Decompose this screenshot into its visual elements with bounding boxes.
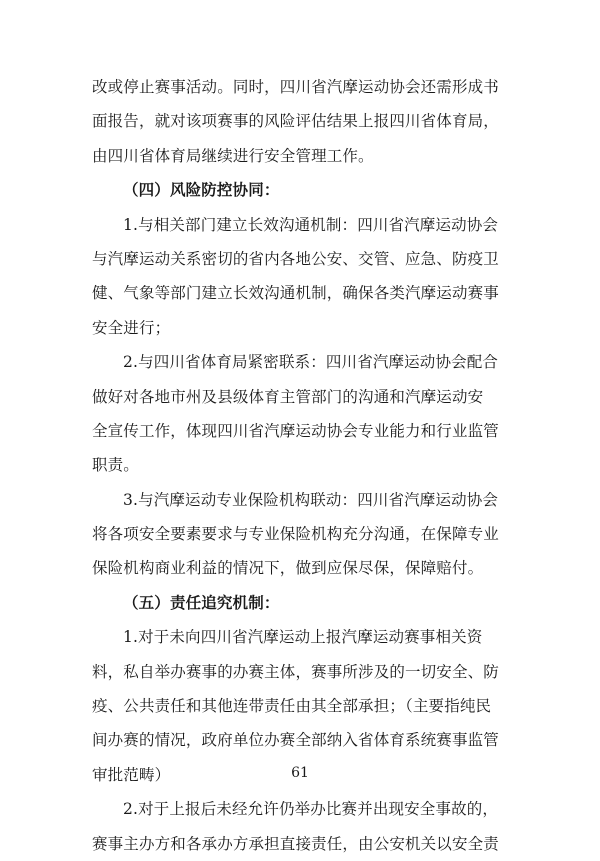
text-line: 将各项安全要素要求与专业保险机构充分沟通，在保障专业 [92, 525, 499, 544]
section-heading: （四）风险防控协同： [123, 180, 280, 200]
text-line: 面报告，就对该项赛事的风险评估结果上报四川省体育局， [92, 112, 499, 131]
text-line: 改或停止赛事活动。同时，四川省汽摩运动协会还需形成书 [92, 78, 499, 96]
section-heading: （五）责任追究机制： [123, 592, 280, 612]
text-line: 2.与四川省体育局紧密联系：四川省汽摩运动协会配合 [123, 353, 499, 372]
text-line: 1.对于未向四川省汽摩运动上报汽摩运动赛事相关资 [123, 628, 483, 647]
text-line: 2.对于上报后未经允许仍举办比赛并出现安全事故的， [123, 800, 499, 819]
text-line: 间办赛的情况，政府单位办赛全部纳入省体育系统赛事监管 [92, 731, 499, 750]
text-line: 3.与汽摩运动专业保险机构联动：四川省汽摩运动协会 [123, 490, 499, 509]
text-line: 全宣传工作，体现四川省汽摩运动协会专业能力和行业监管 [92, 421, 499, 440]
text-line: 职责。 [92, 456, 139, 475]
text-line: 健、气象等部门建立长效沟通机制，确保各类汽摩运动赛事 [92, 284, 499, 303]
text-line: 安全进行； [92, 318, 171, 337]
text-line: 料，私自举办赛事的办赛主体，赛事所涉及的一切安全、防 [92, 662, 499, 681]
text-line: 疫、公共责任和其他连带责任由其全部承担；（主要指纯民 [92, 697, 492, 716]
text-line: 1.与相关部门建立长效沟通机制：四川省汽摩运动协会 [123, 215, 499, 234]
text-line: 做好对各地市州及县级体育主管部门的沟通和汽摩运动安 [92, 387, 484, 406]
text-line: 审批范畴） [92, 765, 171, 784]
text-line: 赛事主办方和各承办方承担直接责任，由公安机关以安全责 [92, 834, 499, 853]
page-number: 61 [291, 765, 309, 781]
text-line: 与汽摩运动关系密切的省内各地公安、交管、应急、防疫卫 [92, 249, 499, 268]
text-line: 保险机构商业利益的情况下，做到应保尽保，保障赔付。 [92, 559, 484, 578]
body-text [92, 70, 508, 861]
text-line: 由四川省体育局继续进行安全管理工作。 [92, 146, 374, 165]
